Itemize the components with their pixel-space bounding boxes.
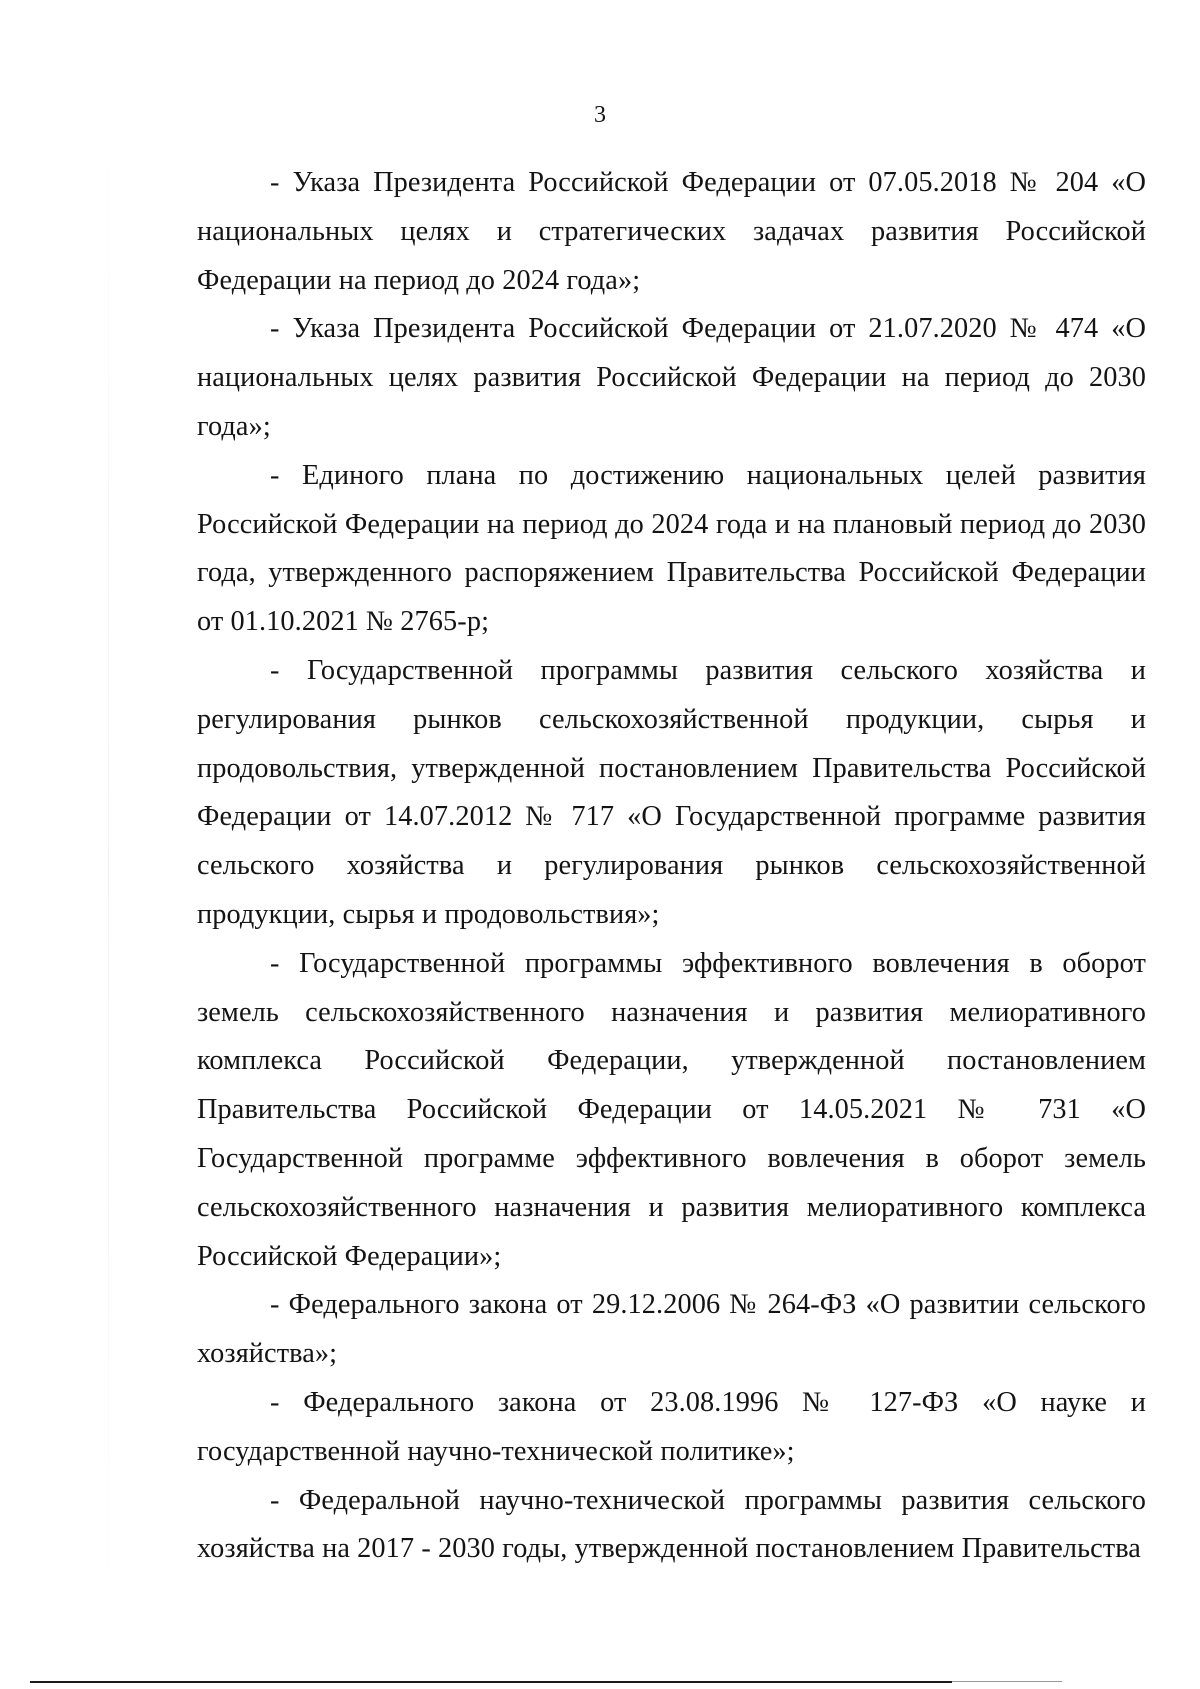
paragraph-federal-program-2017-2030: - Федеральной научно-технической программы развития сельского хозяйства на 2017 - 2030 годы, утвержденной постановлением Правительства: [197, 1484, 1146, 1565]
paragraph-decree-474: - Указа Президента Российской Федерации от 21.07.2020 № 474 «О национальных целях развития Российской Федерации на период до 2030 года»;: [197, 313, 1146, 442]
paragraph-federal-law-264: - Федерального закона от 29.12.2006 № 264-ФЗ «О развитии сельского хозяйства»;: [197, 1289, 1146, 1370]
footer-rule-tail: [952, 1681, 1062, 1682]
paragraph-decree-204: - Указа Президента Российской Федерации от 07.05.2018 № 204 «О национальных целях и стратегических задачах развития Российской Федерации на период до 2024 года»;: [197, 167, 1146, 296]
footer-rule: [30, 1681, 952, 1683]
paragraph-state-program-land: - Государственной программы эффективного вовлечения в оборот земель сельскохозяйственного назначения и развития мелиоративного комплекса Российской Федерации, утвержденной постановлением Правительства Российской Федерации от 14.05.2021 № 731 «О Государственной программе эффективного вовлечения в оборот земель сельскохозяйственного назначения и развития мелиоративного комплекса Российской Федерации»;: [197, 947, 1146, 1272]
document-body: [197, 159, 1146, 1574]
scan-edge: [108, 90, 109, 1650]
paragraph-unified-plan: - Единого плана по достижению национальных целей развития Российской Федерации на период до 2024 года и на плановый период до 2030 года, утвержденного распоряжением Правительства Российской Федерации от 01.10.2021 № 2765-р;: [197, 459, 1146, 638]
page-number: 3: [594, 102, 606, 128]
paragraph-state-program-agriculture: - Государственной программы развития сельского хозяйства и регулирования рынков сельскохозяйственной продукции, сырья и продовольствия, утвержденной постановлением Правительства Российской Федерации от 14.07.2012 № 717 «О Государственной программе развития сельского хозяйства и регулирования рынков сельскохозяйственной продукции, сырья и продовольствия»;: [197, 654, 1146, 930]
paragraph-federal-law-127: - Федерального закона от 23.08.1996 № 127-ФЗ «О науке и государственной научно-технической политике»;: [197, 1386, 1146, 1467]
